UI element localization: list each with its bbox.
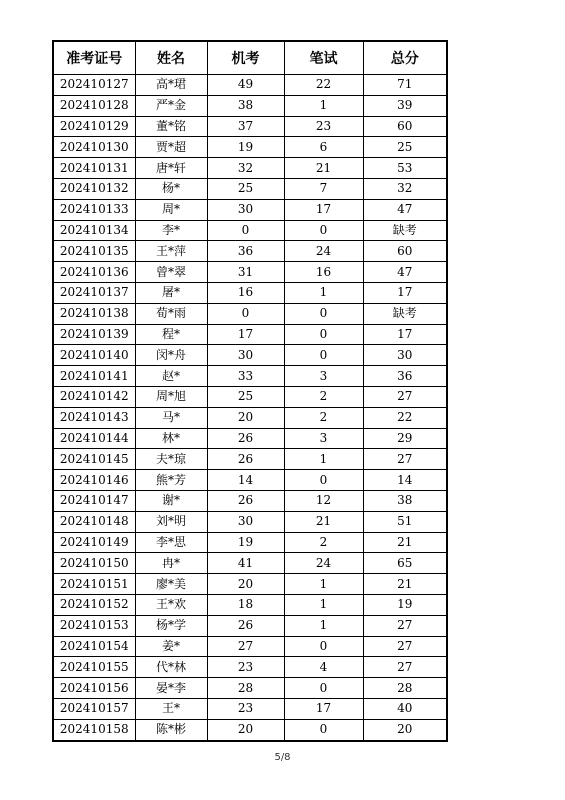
cell-written-score: 24 [284, 241, 363, 262]
cell-name: 熊*芳 [135, 470, 207, 491]
cell-machine-score: 31 [207, 262, 284, 283]
cell-machine-score: 26 [207, 428, 284, 449]
cell-total-score: 25 [363, 137, 447, 158]
cell-exam-id: 202410147 [53, 490, 135, 511]
cell-written-score: 21 [284, 511, 363, 532]
cell-name: 刘*明 [135, 511, 207, 532]
cell-written-score: 0 [284, 719, 363, 740]
cell-written-score: 2 [284, 407, 363, 428]
cell-total-score: 60 [363, 241, 447, 262]
cell-name: 李* [135, 220, 207, 241]
cell-total-score: 32 [363, 178, 447, 199]
cell-total-score: 17 [363, 282, 447, 303]
table-row [53, 407, 447, 428]
table-row [53, 449, 447, 470]
cell-total-score: 缺考 [363, 303, 447, 324]
cell-exam-id: 202410133 [53, 199, 135, 220]
cell-exam-id: 202410149 [53, 532, 135, 553]
table-row [53, 511, 447, 532]
table-row [53, 220, 447, 241]
cell-exam-id: 202410154 [53, 636, 135, 657]
cell-written-score: 21 [284, 158, 363, 179]
table-row [53, 657, 447, 678]
cell-machine-score: 28 [207, 678, 284, 699]
table-row [53, 366, 447, 387]
cell-name: 杨*学 [135, 615, 207, 636]
cell-written-score: 1 [284, 574, 363, 595]
cell-machine-score: 32 [207, 158, 284, 179]
table-row [53, 324, 447, 345]
cell-machine-score: 16 [207, 282, 284, 303]
cell-machine-score: 19 [207, 532, 284, 553]
table-row [53, 594, 447, 615]
table-row [53, 95, 447, 116]
cell-name: 高*珺 [135, 75, 207, 96]
header-machine-score: 机考 [207, 41, 284, 75]
table-row [53, 199, 447, 220]
cell-machine-score: 18 [207, 594, 284, 615]
cell-name: 程* [135, 324, 207, 345]
cell-written-score: 0 [284, 636, 363, 657]
cell-written-score: 3 [284, 428, 363, 449]
cell-exam-id: 202410144 [53, 428, 135, 449]
table-row [53, 553, 447, 574]
cell-written-score: 17 [284, 698, 363, 719]
cell-total-score: 27 [363, 449, 447, 470]
cell-name: 曾*翠 [135, 262, 207, 283]
cell-name: 马* [135, 407, 207, 428]
cell-exam-id: 202410158 [53, 719, 135, 740]
cell-name: 赵* [135, 366, 207, 387]
table-row [53, 345, 447, 366]
table-row [53, 574, 447, 595]
cell-name: 陈*彬 [135, 719, 207, 740]
cell-machine-score: 0 [207, 303, 284, 324]
cell-machine-score: 37 [207, 116, 284, 137]
cell-name: 周* [135, 199, 207, 220]
table-row [53, 262, 447, 283]
cell-total-score: 20 [363, 719, 447, 740]
cell-written-score: 4 [284, 657, 363, 678]
cell-machine-score: 23 [207, 657, 284, 678]
cell-name: 王*萍 [135, 241, 207, 262]
table-row [53, 158, 447, 179]
table-row [53, 470, 447, 491]
document-page [52, 40, 446, 742]
cell-total-score: 53 [363, 158, 447, 179]
cell-machine-score: 23 [207, 698, 284, 719]
cell-exam-id: 202410136 [53, 262, 135, 283]
cell-written-score: 23 [284, 116, 363, 137]
header-written-score: 笔试 [284, 41, 363, 75]
table-header [53, 41, 447, 75]
cell-exam-id: 202410145 [53, 449, 135, 470]
cell-written-score: 7 [284, 178, 363, 199]
cell-name: 荀*雨 [135, 303, 207, 324]
cell-machine-score: 25 [207, 386, 284, 407]
cell-written-score: 1 [284, 594, 363, 615]
cell-written-score: 2 [284, 386, 363, 407]
cell-written-score: 12 [284, 490, 363, 511]
table-row [53, 137, 447, 158]
cell-exam-id: 202410156 [53, 678, 135, 699]
cell-machine-score: 19 [207, 137, 284, 158]
cell-name: 廖*美 [135, 574, 207, 595]
header-name: 姓名 [135, 41, 207, 75]
cell-total-score: 27 [363, 657, 447, 678]
cell-total-score: 22 [363, 407, 447, 428]
cell-total-score: 47 [363, 199, 447, 220]
cell-total-score: 40 [363, 698, 447, 719]
cell-machine-score: 38 [207, 95, 284, 116]
cell-total-score: 51 [363, 511, 447, 532]
cell-total-score: 36 [363, 366, 447, 387]
table-body [53, 75, 447, 741]
cell-exam-id: 202410142 [53, 386, 135, 407]
cell-exam-id: 202410128 [53, 95, 135, 116]
cell-total-score: 27 [363, 386, 447, 407]
cell-written-score: 0 [284, 678, 363, 699]
cell-written-score: 0 [284, 324, 363, 345]
cell-machine-score: 27 [207, 636, 284, 657]
cell-written-score: 1 [284, 282, 363, 303]
score-table [52, 40, 448, 742]
cell-name: 王* [135, 698, 207, 719]
cell-total-score: 27 [363, 615, 447, 636]
cell-exam-id: 202410151 [53, 574, 135, 595]
cell-total-score: 缺考 [363, 220, 447, 241]
table-row [53, 282, 447, 303]
cell-name: 晏*李 [135, 678, 207, 699]
cell-exam-id: 202410129 [53, 116, 135, 137]
cell-exam-id: 202410153 [53, 615, 135, 636]
cell-total-score: 14 [363, 470, 447, 491]
cell-written-score: 0 [284, 220, 363, 241]
cell-exam-id: 202410134 [53, 220, 135, 241]
cell-written-score: 1 [284, 449, 363, 470]
cell-machine-score: 30 [207, 345, 284, 366]
cell-machine-score: 26 [207, 615, 284, 636]
cell-total-score: 21 [363, 532, 447, 553]
cell-machine-score: 30 [207, 199, 284, 220]
cell-name: 李*思 [135, 532, 207, 553]
table-row [53, 241, 447, 262]
cell-written-score: 6 [284, 137, 363, 158]
table-row [53, 532, 447, 553]
table-row [53, 698, 447, 719]
cell-machine-score: 33 [207, 366, 284, 387]
table-row [53, 615, 447, 636]
cell-machine-score: 0 [207, 220, 284, 241]
table-row [53, 303, 447, 324]
cell-machine-score: 14 [207, 470, 284, 491]
table-row [53, 490, 447, 511]
cell-written-score: 1 [284, 615, 363, 636]
cell-total-score: 28 [363, 678, 447, 699]
cell-total-score: 17 [363, 324, 447, 345]
cell-machine-score: 41 [207, 553, 284, 574]
cell-name: 王*欢 [135, 594, 207, 615]
cell-total-score: 30 [363, 345, 447, 366]
cell-exam-id: 202410135 [53, 241, 135, 262]
table-row [53, 386, 447, 407]
cell-written-score: 16 [284, 262, 363, 283]
cell-exam-id: 202410131 [53, 158, 135, 179]
table-row [53, 719, 447, 740]
cell-machine-score: 20 [207, 407, 284, 428]
header-exam-id: 准考证号 [53, 41, 135, 75]
cell-name: 谢* [135, 490, 207, 511]
cell-exam-id: 202410146 [53, 470, 135, 491]
cell-written-score: 0 [284, 470, 363, 491]
cell-exam-id: 202410140 [53, 345, 135, 366]
cell-name: 杨* [135, 178, 207, 199]
cell-exam-id: 202410157 [53, 698, 135, 719]
cell-total-score: 27 [363, 636, 447, 657]
cell-exam-id: 202410130 [53, 137, 135, 158]
cell-machine-score: 25 [207, 178, 284, 199]
cell-name: 夫*琼 [135, 449, 207, 470]
cell-total-score: 21 [363, 574, 447, 595]
cell-name: 严*金 [135, 95, 207, 116]
cell-name: 董*铭 [135, 116, 207, 137]
cell-exam-id: 202410127 [53, 75, 135, 96]
cell-name: 唐*轩 [135, 158, 207, 179]
table-row [53, 428, 447, 449]
table-row [53, 116, 447, 137]
cell-name: 闵*舟 [135, 345, 207, 366]
cell-machine-score: 26 [207, 490, 284, 511]
cell-name: 贾*超 [135, 137, 207, 158]
cell-total-score: 71 [363, 75, 447, 96]
cell-total-score: 29 [363, 428, 447, 449]
cell-name: 代*林 [135, 657, 207, 678]
cell-exam-id: 202410138 [53, 303, 135, 324]
cell-written-score: 17 [284, 199, 363, 220]
cell-name: 周*旭 [135, 386, 207, 407]
table-row [53, 178, 447, 199]
cell-written-score: 2 [284, 532, 363, 553]
cell-machine-score: 20 [207, 719, 284, 740]
cell-total-score: 38 [363, 490, 447, 511]
cell-exam-id: 202410141 [53, 366, 135, 387]
cell-machine-score: 17 [207, 324, 284, 345]
cell-exam-id: 202410152 [53, 594, 135, 615]
cell-written-score: 24 [284, 553, 363, 574]
page-number: 5/8 [274, 752, 291, 763]
cell-name: 林* [135, 428, 207, 449]
cell-exam-id: 202410150 [53, 553, 135, 574]
header-row [53, 41, 447, 75]
cell-machine-score: 49 [207, 75, 284, 96]
cell-exam-id: 202410148 [53, 511, 135, 532]
table-row [53, 678, 447, 699]
cell-written-score: 22 [284, 75, 363, 96]
table-row [53, 75, 447, 96]
cell-written-score: 0 [284, 303, 363, 324]
cell-written-score: 3 [284, 366, 363, 387]
cell-exam-id: 202410132 [53, 178, 135, 199]
cell-total-score: 19 [363, 594, 447, 615]
cell-exam-id: 202410143 [53, 407, 135, 428]
cell-written-score: 1 [284, 95, 363, 116]
cell-machine-score: 36 [207, 241, 284, 262]
cell-exam-id: 202410155 [53, 657, 135, 678]
cell-name: 冉* [135, 553, 207, 574]
table-row [53, 636, 447, 657]
cell-machine-score: 30 [207, 511, 284, 532]
cell-total-score: 39 [363, 95, 447, 116]
cell-total-score: 47 [363, 262, 447, 283]
cell-machine-score: 26 [207, 449, 284, 470]
cell-total-score: 60 [363, 116, 447, 137]
cell-exam-id: 202410139 [53, 324, 135, 345]
cell-name: 屠* [135, 282, 207, 303]
cell-name: 姜* [135, 636, 207, 657]
cell-written-score: 0 [284, 345, 363, 366]
header-total-score: 总分 [363, 41, 447, 75]
cell-total-score: 65 [363, 553, 447, 574]
cell-machine-score: 20 [207, 574, 284, 595]
cell-exam-id: 202410137 [53, 282, 135, 303]
